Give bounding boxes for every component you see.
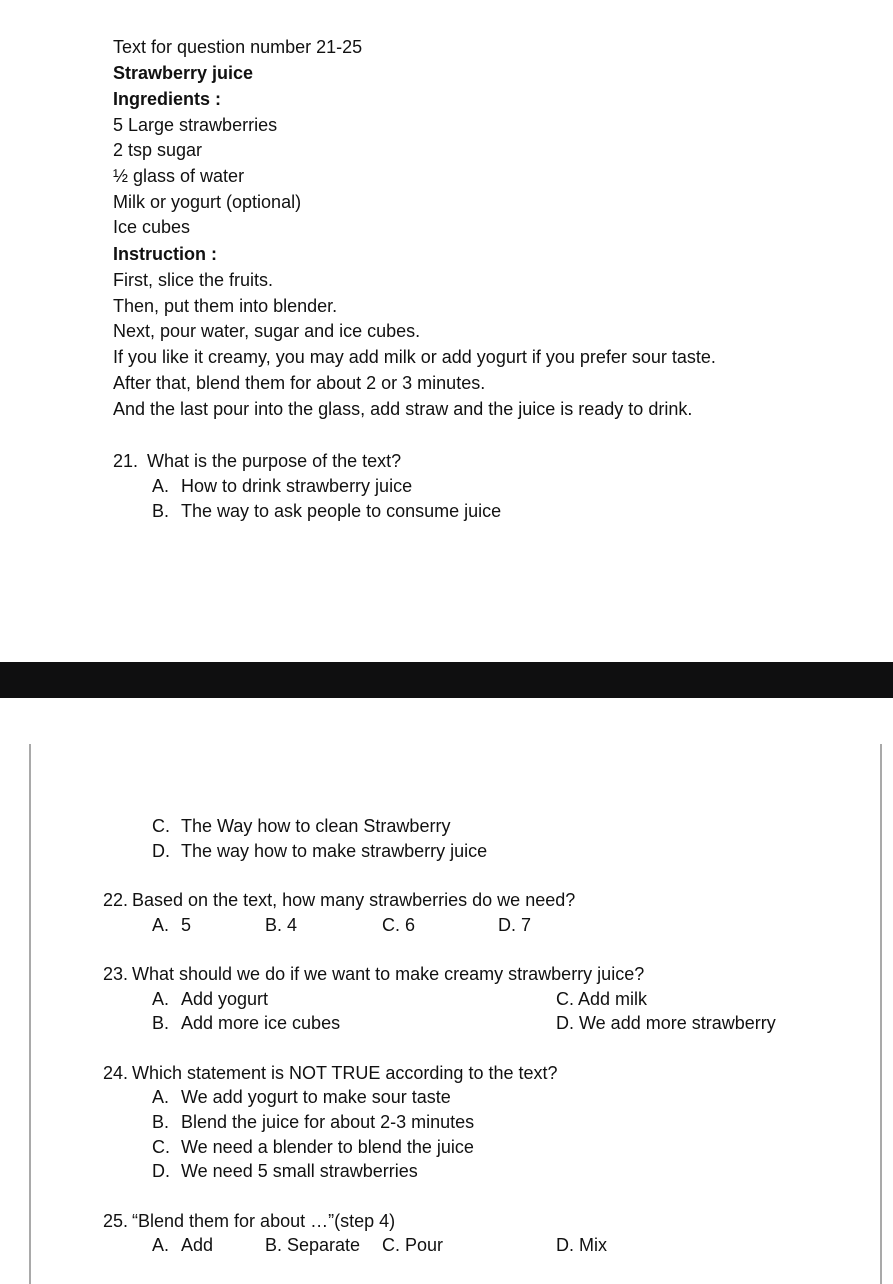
option-letter: A. xyxy=(152,989,170,1009)
option-text: Add xyxy=(181,1235,214,1255)
ingredient-item: 2 tsp sugar xyxy=(113,140,203,160)
option-text: We add yogurt to make sour taste xyxy=(181,1087,451,1107)
option-letter: C. xyxy=(152,816,170,836)
page-left-border xyxy=(29,744,31,1284)
instruction-step: Next, pour water, sugar and ice cubes. xyxy=(113,321,421,341)
question-number: 21. xyxy=(113,451,139,471)
option-letter: D. xyxy=(152,1161,170,1181)
option-letter: C. xyxy=(152,1137,170,1157)
question-text: “Blend them for about …”(step 4) xyxy=(132,1211,396,1231)
question-number: 23. xyxy=(103,964,129,984)
option-letter: D. xyxy=(152,841,170,861)
option-text: How to drink strawberry juice xyxy=(181,476,413,496)
ingredient-item: 5 Large strawberries xyxy=(113,115,278,135)
instruction-step: And the last pour into the glass, add straw and the juice is ready to drink. xyxy=(113,399,693,419)
option-text: Add more ice cubes xyxy=(181,1013,341,1033)
option-text: C. Add milk xyxy=(556,989,648,1009)
instruction-step: After that, blend them for about 2 or 3 minutes. xyxy=(113,373,486,393)
option-letter: B. xyxy=(152,1013,170,1033)
option-letter: B. xyxy=(152,501,170,521)
option-text: Add yogurt xyxy=(181,989,269,1009)
page-bottom xyxy=(0,698,893,1281)
option-text: 5 xyxy=(181,915,192,935)
option-letter: A. xyxy=(152,1235,170,1255)
page-right-border xyxy=(880,744,882,1284)
ingredient-item: ½ glass of water xyxy=(113,166,245,186)
option-text: D. 7 xyxy=(498,915,532,935)
ingredient-item: Ice cubes xyxy=(113,217,191,237)
option-text: The Way how to clean Strawberry xyxy=(181,816,451,836)
recipe-title: Strawberry juice xyxy=(113,63,254,83)
instruction-heading: Instruction : xyxy=(113,244,217,264)
question-text: What should we do if we want to make creamy strawberry juice? xyxy=(132,964,645,984)
question-text: What is the purpose of the text? xyxy=(147,451,402,471)
option-text: D. We add more strawberry xyxy=(556,1013,776,1033)
option-letter: A. xyxy=(152,915,170,935)
ingredients-heading: Ingredients : xyxy=(113,89,222,109)
option-text: The way how to make strawberry juice xyxy=(181,841,488,861)
question-number: 22. xyxy=(103,890,129,910)
instruction-step: If you like it creamy, you may add milk or add yogurt if you prefer sour taste. xyxy=(113,347,716,367)
option-letter: A. xyxy=(152,1087,170,1107)
option-text: Blend the juice for about 2-3 minutes xyxy=(181,1112,475,1132)
option-text: We need 5 small strawberries xyxy=(181,1161,418,1181)
option-text: D. Mix xyxy=(556,1235,607,1255)
text-reference-heading: Text for question number 21-25 xyxy=(113,37,363,57)
question-number: 24. xyxy=(103,1063,129,1083)
option-text: We need a blender to blend the juice xyxy=(181,1137,474,1157)
option-text: C. 6 xyxy=(382,915,416,935)
option-letter: A. xyxy=(152,476,170,496)
question-number: 25. xyxy=(103,1211,129,1231)
ingredient-item: Milk or yogurt (optional) xyxy=(113,192,302,212)
option-letter: B. xyxy=(152,1112,170,1132)
option-text: The way to ask people to consume juice xyxy=(181,501,502,521)
option-text: B. Separate xyxy=(265,1235,361,1255)
question-text: Which statement is NOT TRUE according to the text? xyxy=(132,1063,558,1083)
instruction-step: Then, put them into blender. xyxy=(113,296,338,316)
instruction-step: First, slice the fruits. xyxy=(113,270,274,290)
option-text: B. 4 xyxy=(265,915,298,935)
option-text: C. Pour xyxy=(382,1235,444,1255)
question-text: Based on the text, how many strawberries do we need? xyxy=(132,890,576,910)
page-separator-bar xyxy=(0,662,893,698)
